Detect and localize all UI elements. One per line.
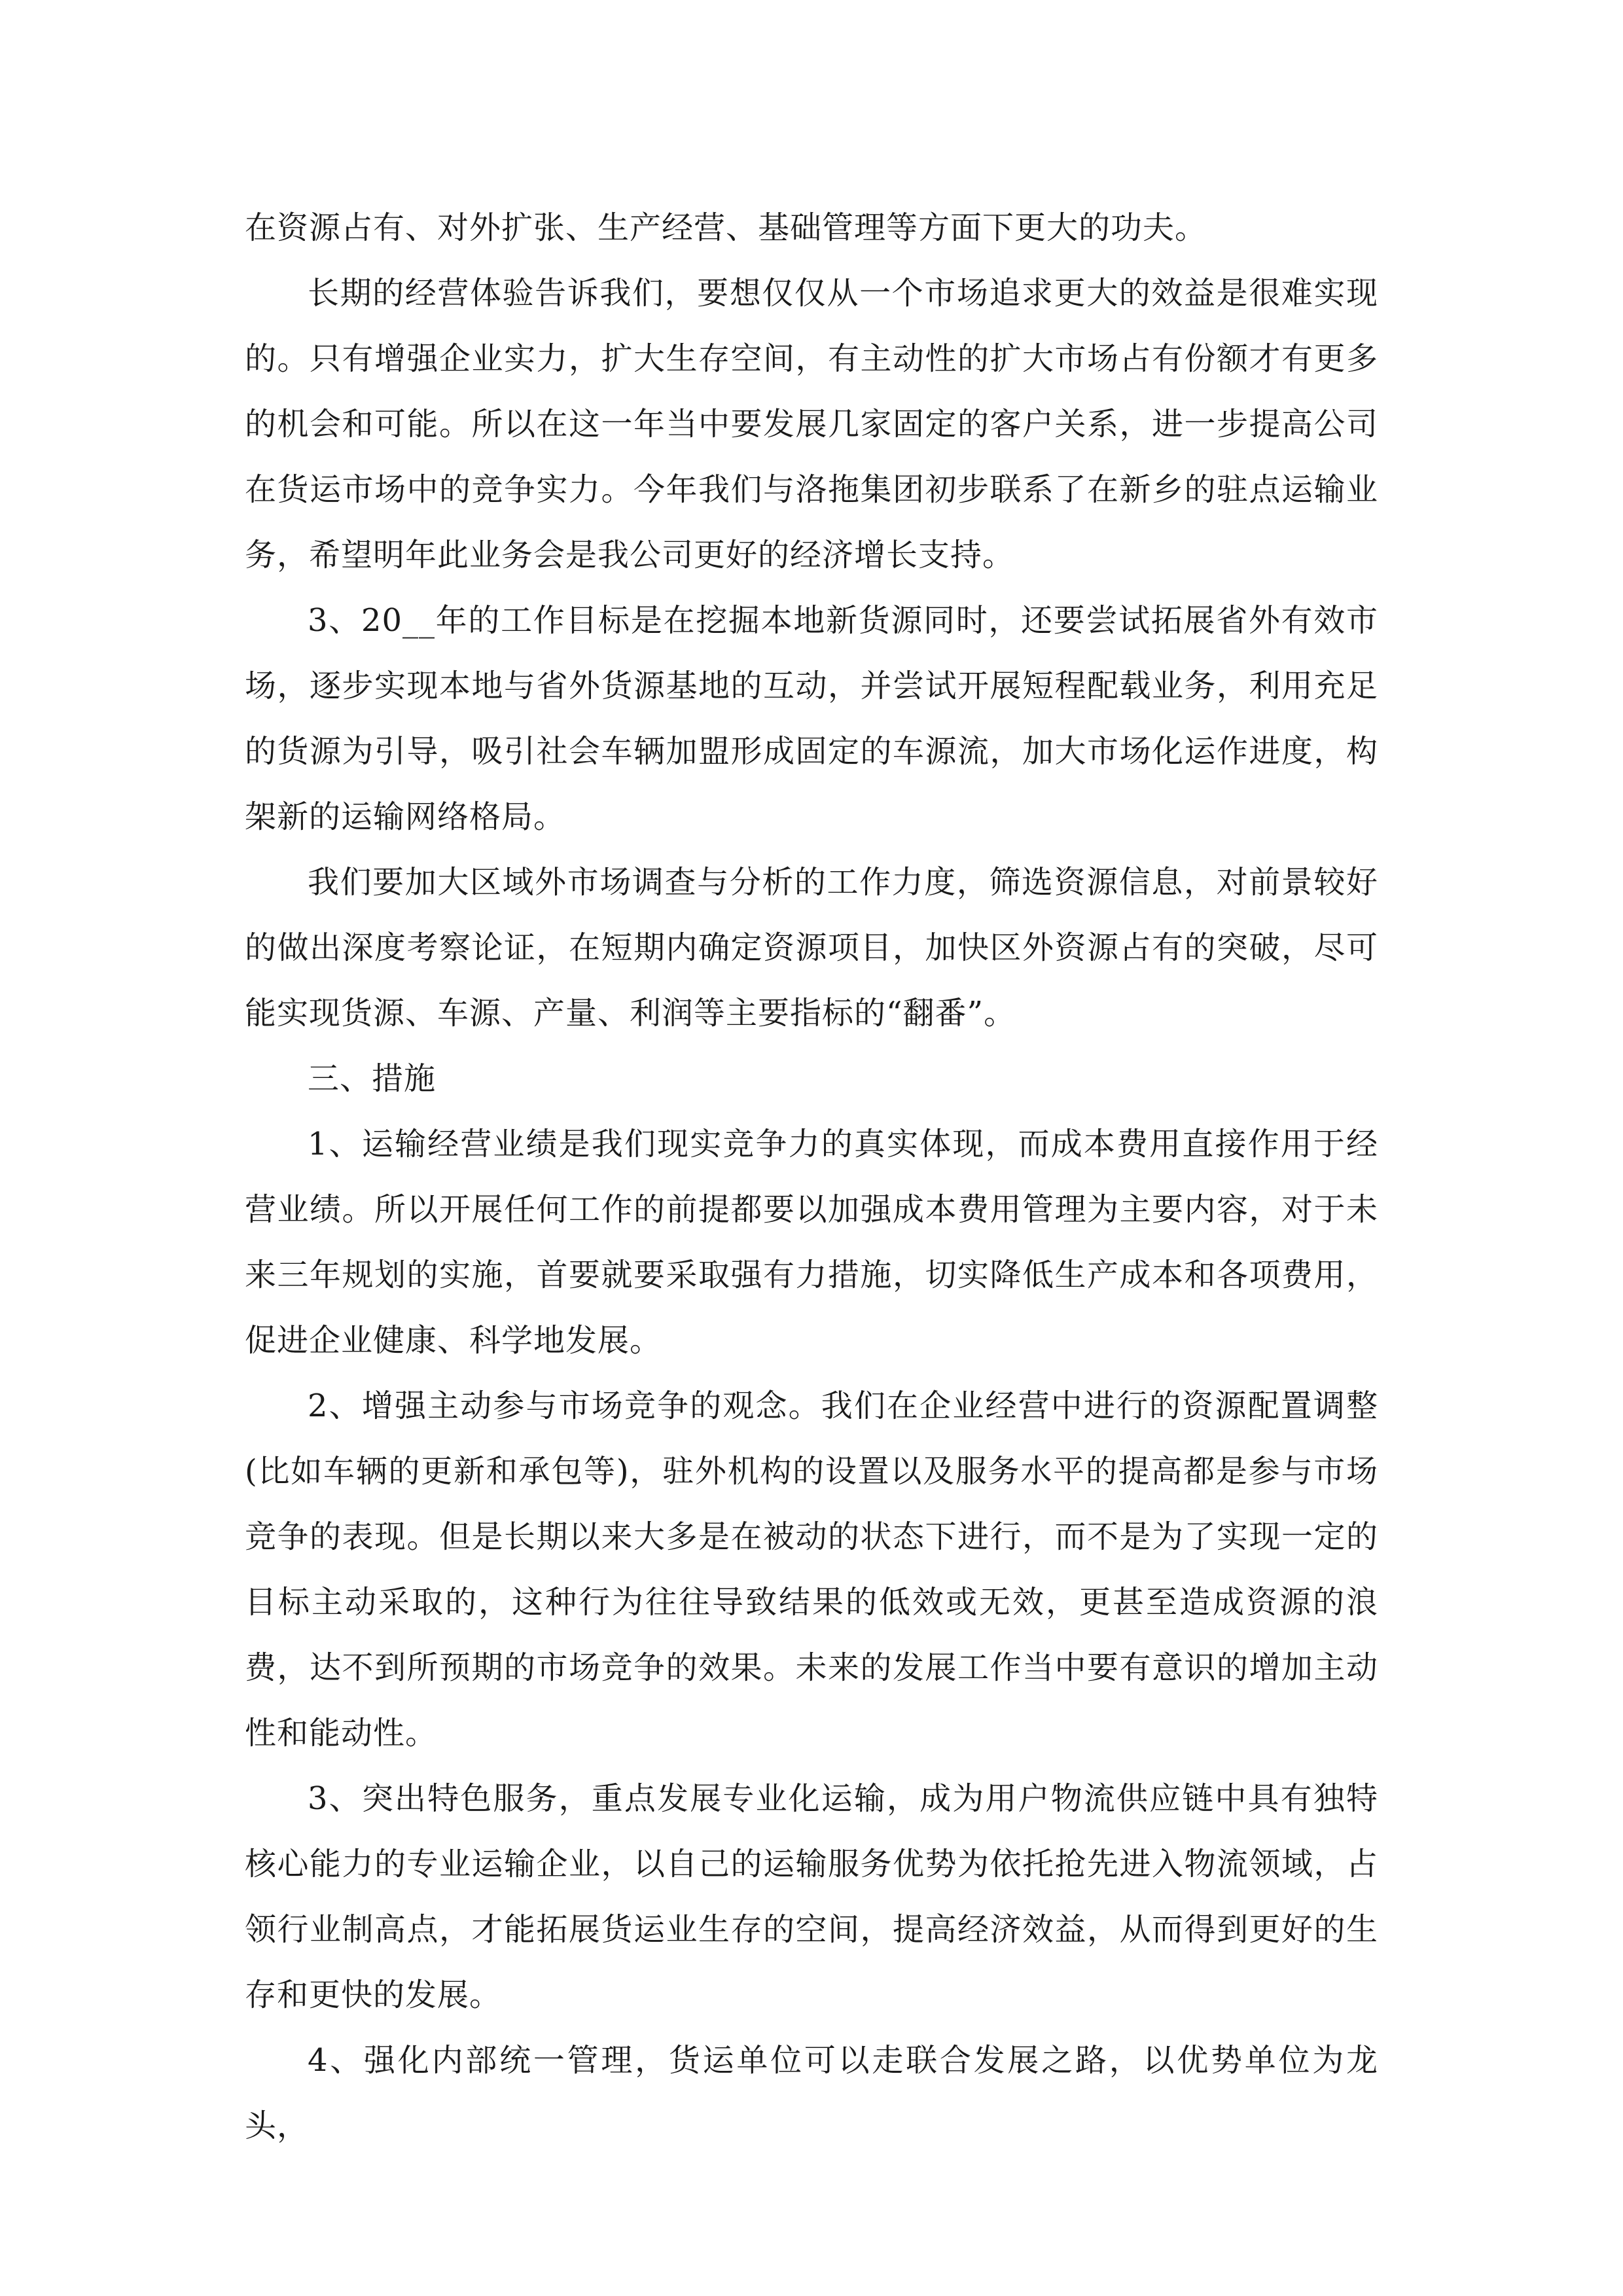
- paragraph-market-research: 我们要加大区域外市场调查与分析的工作力度，筛选资源信息，对前景较好的做出深度考察论证，在短期内确定资源项目，加快区外资源占有的突破，尽可能实现货源、车源、产量、利润等主要指标的“翻番”。: [245, 864, 1378, 1031]
- paragraph-work-goal-3: 3、20__年的工作目标是在挖掘本地新货源同时，还要尝试拓展省外有效市场，逐步实现本地与省外货源基地的互动，并尝试开展短程配载业务，利用充足的货源为引导，吸引社会车辆加盟形成固定的车源流，加大市场化运作进度，构架新的运输网络格局。: [245, 602, 1378, 835]
- section-heading-measures: 三、措施: [308, 1060, 437, 1097]
- paragraph-long-term-experience: 长期的经营体验告诉我们，要想仅仅从一个市场追求更大的效益是很难实现的。只有增强企业实力，扩大生存空间，有主动性的扩大市场占有份额才有更多的机会和可能。所以在这一年当中要发展几家固定的客户关系，进一步提高公司在货运市场中的竞争实力。今年我们与洛拖集团初步联系了在新乡的驻点运输业务，希望明年此业务会是我公司更好的经济增长支持。: [245, 275, 1378, 573]
- paragraph-measure-2: 2、增强主动参与市场竞争的观念。我们在企业经营中进行的资源配置调整(比如车辆的更新和承包等)，驻外机构的设置以及服务水平的提高都是参与市场竞争的表现。但是长期以来大多是在被动的状态下进行，而不是为了实现一定的目标主动采取的，这种行为往往导致结果的低效或无效，更甚至造成资源的浪费，达不到所预期的市场竞争的效果。未来的发展工作当中要有意识的增加主动性和能动性。: [245, 1388, 1378, 1751]
- paragraph-resource-effort: 在资源占有、对外扩张、生产经营、基础管理等方面下更大的功夫。: [245, 209, 1207, 246]
- paragraph-measure-1: 1、运输经营业绩是我们现实竞争力的真实体现，而成本费用直接作用于经营业绩。所以开展任何工作的前提都要以加强成本费用管理为主要内容，对于未来三年规划的实施，首要就要采取强有力措施，切实降低生产成本和各项费用，促进企业健康、科学地发展。: [245, 1126, 1378, 1359]
- document-body: [245, 195, 1378, 2159]
- paragraph-measure-3: 3、突出特色服务，重点发展专业化运输，成为用户物流供应链中具有独特核心能力的专业运输企业，以自己的运输服务优势为依托抢先进入物流领域，占领行业制高点，才能拓展货运业生存的空间，提高经济效益，从而得到更好的生存和更快的发展。: [245, 1780, 1378, 2013]
- paragraph-measure-4: 4、强化内部统一管理，货运单位可以走联合发展之路，以优势单位为龙头，: [245, 2042, 1378, 2144]
